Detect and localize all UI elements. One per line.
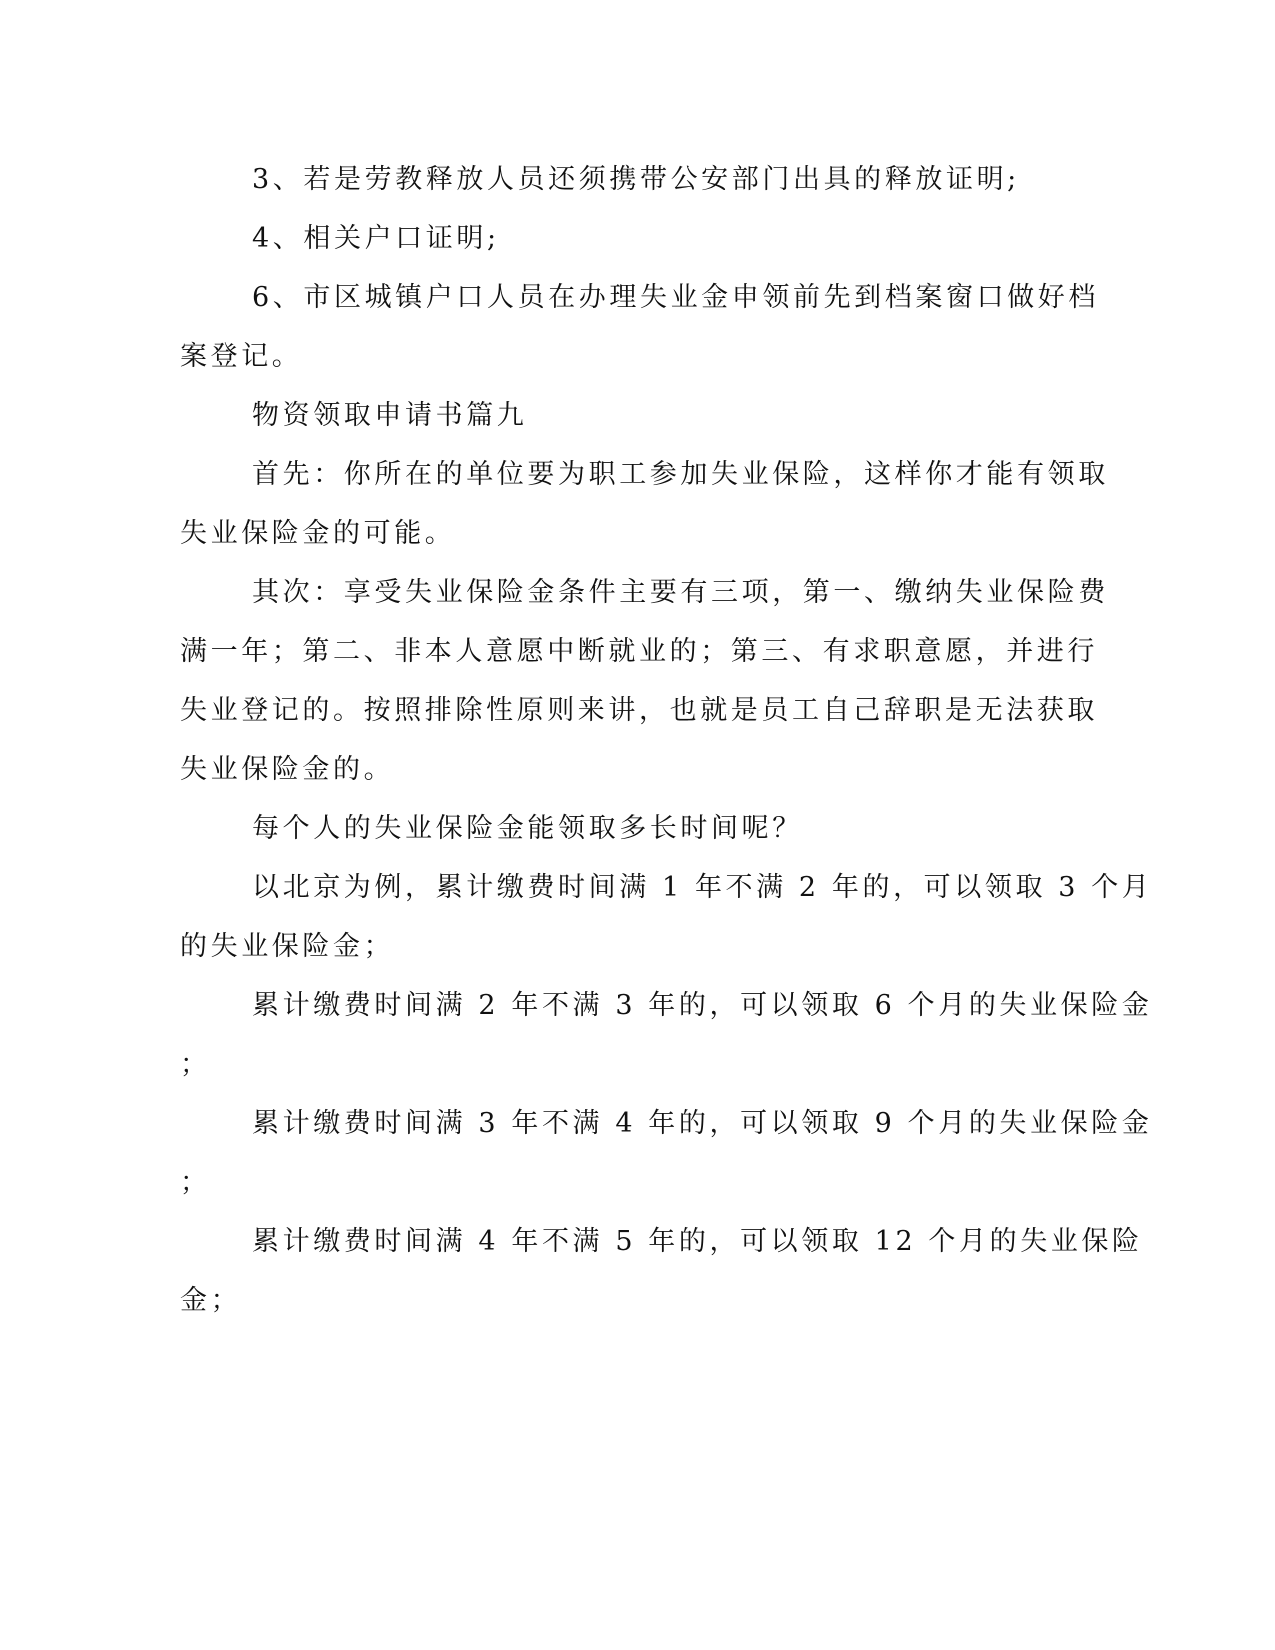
duration-rule-4-5: 累计缴费时间满 4 年不满 5 年的，可以领取 12 个月的失业保险 (252, 1226, 1143, 1257)
paragraph-item-6-continued: 案登记。 (180, 341, 303, 372)
paragraph-second-line-2: 满一年；第二、非本人意愿中断就业的；第三、有求职意愿，并进行 (180, 636, 1098, 667)
paragraph-item-4: 4、相关户口证明; (252, 223, 500, 254)
duration-rule-2-3: 累计缴费时间满 2 年不满 3 年的，可以领取 6 个月的失业保险金 (252, 990, 1153, 1021)
paragraph-item-3: 3、若是劳教释放人员还须携带公安部门出具的释放证明; (252, 164, 1020, 195)
paragraph-first: 首先：你所在的单位要为职工参加失业保险，这样你才能有领取 (252, 459, 1109, 490)
paragraph-second-line-4: 失业保险金的。 (180, 754, 395, 785)
beijing-example-continued: 的失业保险金； (180, 931, 395, 962)
section-heading: 物资领取申请书篇九 (252, 400, 528, 431)
duration-rule-4-5-continued: 金； (180, 1285, 242, 1316)
duration-rule-3-4: 累计缴费时间满 3 年不满 4 年的，可以领取 9 个月的失业保险金 (252, 1108, 1153, 1139)
paragraph-second: 其次：享受失业保险金条件主要有三项，第一、缴纳失业保险费 (252, 577, 1109, 608)
duration-rule-2-3-continued: ； (180, 1049, 211, 1080)
question-line: 每个人的失业保险金能领取多长时间呢？ (252, 813, 803, 844)
beijing-example: 以北京为例，累计缴费时间满 1 年不满 2 年的，可以领取 3 个月 (252, 872, 1153, 903)
paragraph-item-6: 6、市区城镇户口人员在办理失业金申领前先到档案窗口做好档 (252, 282, 1099, 313)
paragraph-second-line-3: 失业登记的。按照排除性原则来讲，也就是员工自己辞职是无法获取 (180, 695, 1098, 726)
paragraph-first-continued: 失业保险金的可能。 (180, 518, 456, 549)
duration-rule-3-4-continued: ； (180, 1167, 211, 1198)
